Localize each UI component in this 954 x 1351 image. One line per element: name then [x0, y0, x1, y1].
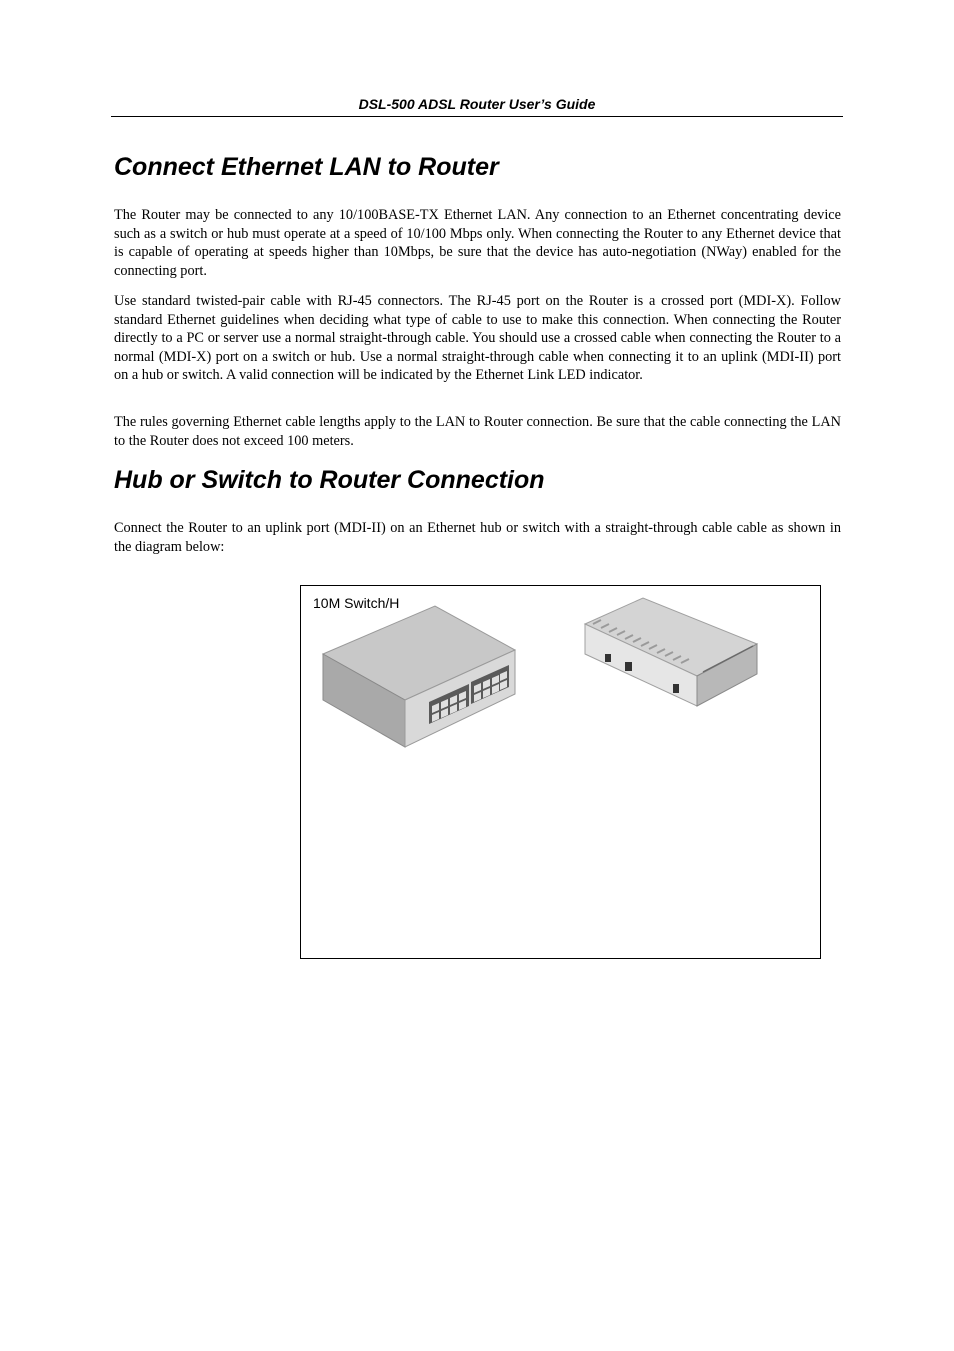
switch-hub-icon: [319, 602, 519, 752]
paragraph: Connect the Router to an uplink port (MDI-II) on an Ethernet hub or switch with a straight-through cable cable as shown in the diagram below:: [114, 520, 841, 555]
paragraph: Use standard twisted-pair cable with RJ-45 connectors. The RJ-45 port on the Router is a crossed port (MDI-X). Follow standard Ethernet guidelines when deciding what type of cable to use to make this connection. When connecting the Router directly to a PC or server use a normal straight-through cable. You should use a crossed cable when connecting the Router to a normal (MDI-X) port on a switch or hub. Use a normal straight-through cable when connecting it to an uplink (MDI-II) port on a hub or switch. A valid connection will be indicated by the Ethernet Link LED indicator.: [114, 293, 841, 384]
section-heading-connect-ethernet: Connect Ethernet LAN to Router: [114, 153, 499, 181]
paragraph: The rules governing Ethernet cable lengths apply to the LAN to Router connection. Be sure that the cable connecting the LAN to the Router does not exceed 100 meters.: [114, 414, 841, 449]
connection-diagram: [300, 585, 821, 959]
paragraph: The Router may be connected to any 10/100BASE-TX Ethernet LAN. Any connection to an Ethernet concentrating device such as a switch or hub must operate at a speed of 10/100 Mbps only. When connecting the Router to any Ethernet device that is capable of operating at speeds higher than 10Mbps, be sure that the device has auto-negotiation (NWay) enabled for the connecting port.: [114, 207, 841, 279]
diagram-label: 10M Switch/H: [313, 595, 400, 611]
header-rule: [111, 116, 843, 117]
running-header: DSL-500 ADSL Router User’s Guide: [358, 96, 596, 112]
section-heading-hub-switch: Hub or Switch to Router Connection: [114, 466, 545, 494]
router-icon: [579, 594, 761, 714]
